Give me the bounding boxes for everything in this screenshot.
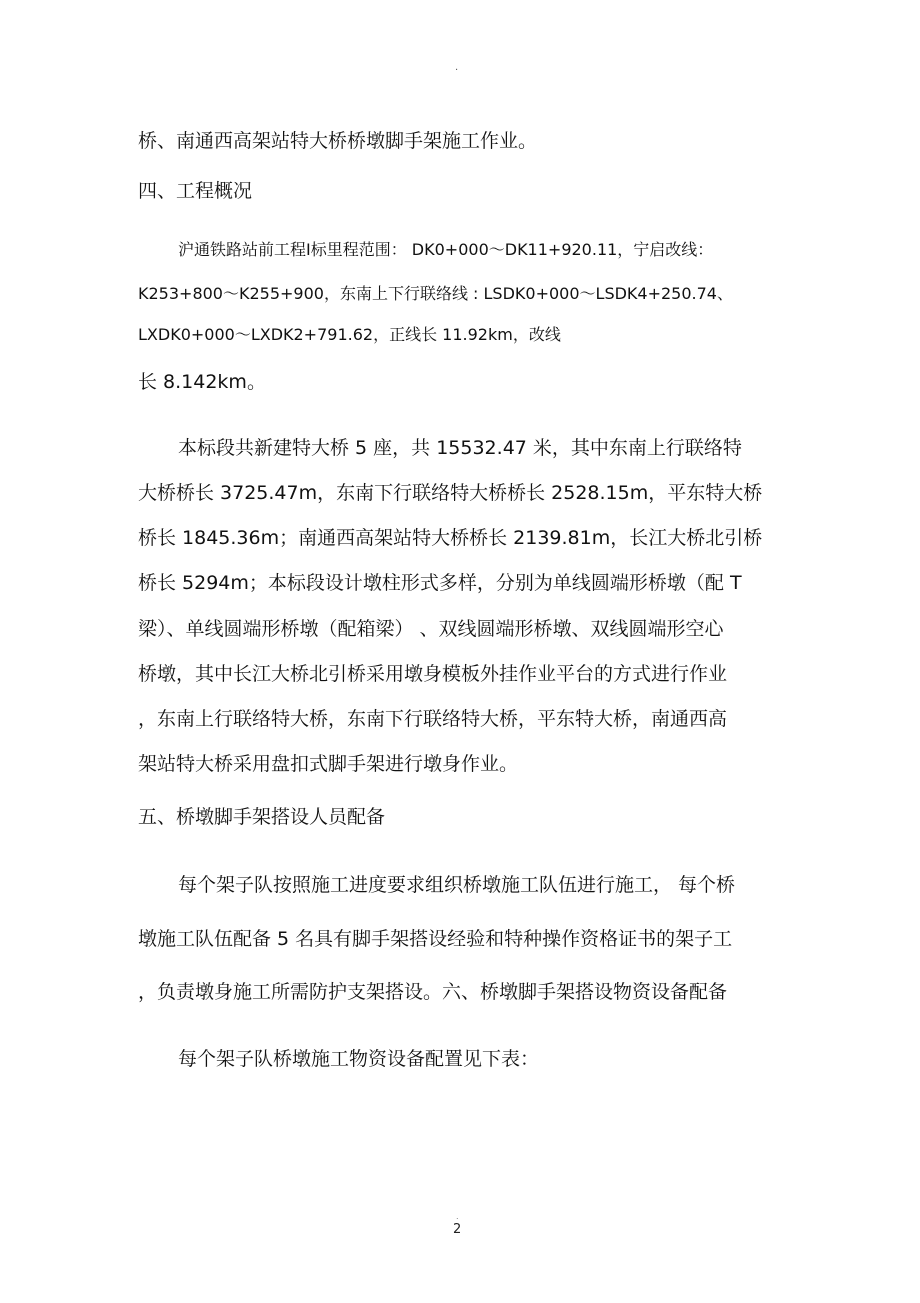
paragraph-line: 墩施工队伍配备 5 名具有脚手架搭设经验和特种操作资格证书的架子工 <box>138 928 733 950</box>
paragraph-line: 每个架子队桥墩施工物资设备配置见下表： <box>178 1048 540 1070</box>
paragraph-line: 长 8.142km。 <box>138 371 266 393</box>
section-heading-4: 四、工程概况 <box>138 180 253 202</box>
page-number: 2 <box>453 1222 462 1237</box>
paragraph-line: 桥、南通西高架站特大桥桥墩脚手架施工作业。 <box>138 130 538 152</box>
paragraph-line: 沪通铁路站前工程Ⅰ标里程范围： DK0+000～DK11+920.11，宁启改线： <box>178 240 714 259</box>
section-heading-5: 五、桥墩脚手架搭设人员配备 <box>138 806 386 828</box>
paragraph-line: LXDK0+000～LXDK2+791.62，正线长 11.92km，改线 <box>138 325 561 344</box>
paragraph-line: 本标段共新建特大桥 5 座，共 15532.47 米，其中东南上行联络特 <box>178 437 742 459</box>
paragraph-line: 架站特大桥采用盘扣式脚手架进行墩身作业。 <box>138 753 519 775</box>
paragraph-line: ，东南上行联络特大桥，东南下行联络特大桥，平东特大桥，南通西高 <box>138 708 728 730</box>
paragraph-line: 桥长 1845.36m；南通西高架站特大桥桥长 2139.81m，长江大桥北引桥 <box>138 527 763 549</box>
header-dot: . <box>455 62 459 73</box>
paragraph-line: 大桥桥长 3725.47m，东南下行联络特大桥桥长 2528.15m，平东特大桥 <box>138 482 763 504</box>
paragraph-line: 梁）、单线圆端形桥墩（配箱梁） 、双线圆端形桥墩、双线圆端形空心 <box>138 618 724 640</box>
paragraph-line: ，负责墩身施工所需防护支架搭设。六、桥墩脚手架搭设物资设备配备 <box>138 981 728 1003</box>
paragraph-line: 每个架子队按照施工进度要求组织桥墩施工队伍进行施工， 每个桥 <box>178 874 736 896</box>
footer-dot: . <box>456 1212 459 1221</box>
paragraph-line: 桥墩，其中长江大桥北引桥采用墩身模板外挂作业平台的方式进行作业 <box>138 663 728 685</box>
paragraph-line: K253+800～K255+900，东南上下行联络线 : LSDK0+000～LSDK4+250.74、 <box>138 284 733 303</box>
paragraph-line: 桥长 5294m；本标段设计墩柱形式多样，分别为单线圆端形桥墩（配 T <box>138 572 742 594</box>
